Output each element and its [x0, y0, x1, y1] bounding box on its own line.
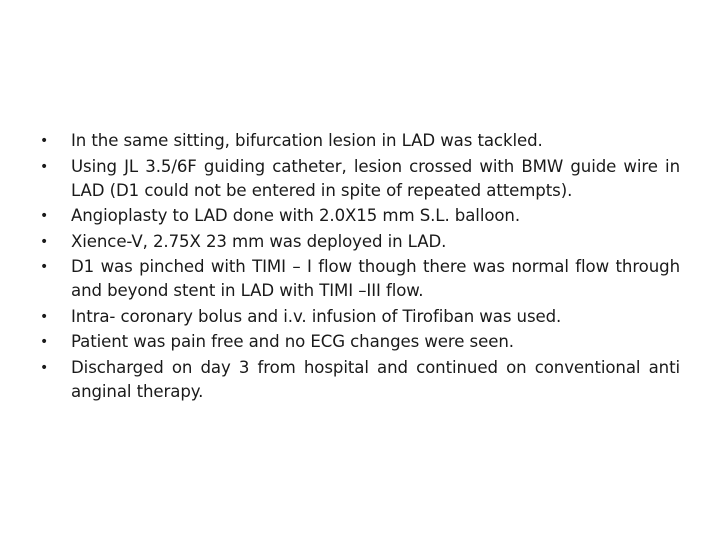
bullet-marker: •: [40, 158, 49, 175]
bullet-item: [40, 230, 680, 254]
bullet-marker: •: [40, 208, 49, 224]
bullet-marker: •: [40, 359, 49, 376]
bullet-text: Using JL 3.5/6F guiding catheter, lesion crossed with BMW guide wire in LAD (D1 could not be entered in spite of repeated attempts).: [71, 156, 680, 200]
bullet-list: [40, 129, 680, 405]
bullet-marker: •: [40, 233, 49, 250]
bullet-text: Angioplasty to LAD done with 2.0X15 mm S.L. balloon.: [71, 206, 521, 225]
bullet-item: [40, 305, 680, 329]
bullet-marker: •: [40, 133, 49, 149]
bullet-text: Intra- coronary bolus and i.v. infusion of Tirofiban was used.: [71, 306, 562, 326]
bullet-item: [40, 356, 680, 404]
bullet-text: In the same sitting, bifurcation lesion in LAD was tackled.: [71, 131, 543, 150]
bullet-item: [40, 204, 680, 228]
bullet-marker: •: [40, 259, 49, 275]
bullet-item: [40, 255, 680, 303]
bullet-text: D1 was pinched with TIMI – I flow though there was normal flow through and beyond stent in LAD with TIMI –III flow.: [71, 257, 680, 300]
bullet-text: Xience-V, 2.75X 23 mm was deployed in LAD.: [71, 231, 447, 251]
bullet-text: Discharged on day 3 from hospital and continued on conventional anti anginal therapy.: [71, 357, 680, 401]
bullet-marker: •: [40, 308, 49, 325]
bullet-item: [40, 129, 680, 153]
bullet-text: Patient was pain free and no ECG changes were seen.: [71, 332, 514, 351]
bullet-item: [40, 330, 680, 354]
bullet-marker: •: [40, 334, 49, 350]
bullet-item: [40, 155, 680, 203]
